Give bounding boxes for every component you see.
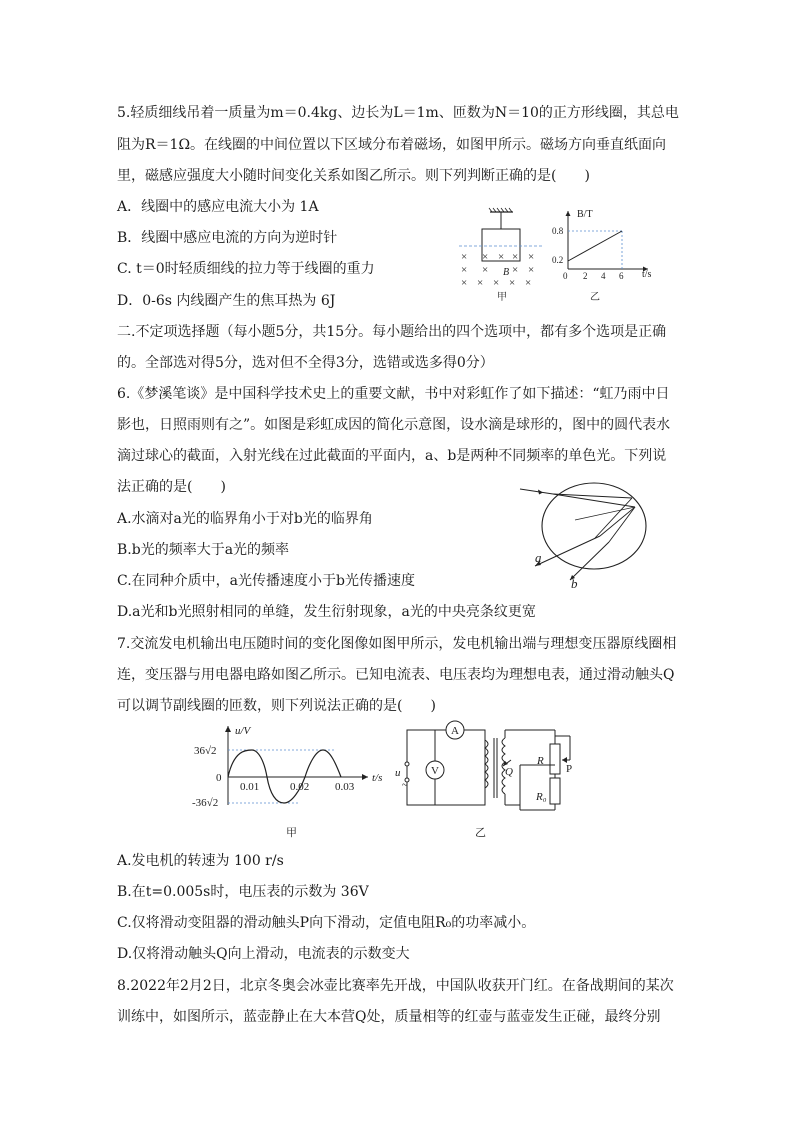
q5-xtick-6: 6 bbox=[619, 271, 624, 281]
source-tilde: ~ bbox=[402, 780, 408, 791]
q8-stem-line-1: 8.2022年2月2日，北京冬奥会冰壶比赛率先开战，中国队收获开门红。在备战期间的某次 bbox=[117, 978, 674, 994]
svg-text:×: × bbox=[461, 264, 468, 276]
q5-figure-yi bbox=[550, 205, 675, 305]
q6-option-d: D.a光和b光照射相同的单缝，发生衍射现象，a光的中央亮条纹更宽 bbox=[117, 604, 536, 620]
section2-line-1: 二.不定项选择题（每小题5分，共15分。每小题给出的四个选项中，都有多个选项是正确 bbox=[117, 324, 667, 340]
q6-option-a: A.水滴对a光的临界角小于对b光的临界角 bbox=[117, 511, 373, 527]
q5-figure-jia bbox=[455, 205, 545, 305]
section2-line-2: 的。全部选对得5分，选对但不全得3分，选错或选多得0分） bbox=[117, 355, 494, 371]
q7-caption-jia: 甲 bbox=[286, 827, 297, 839]
svg-text:×: × bbox=[477, 277, 484, 289]
q5-ylabel: B/T bbox=[577, 209, 593, 220]
q5-caption-jia: 甲 bbox=[497, 292, 507, 303]
q5-option-d: D．0-6s 内线圈产生的焦耳热为 6J bbox=[117, 293, 336, 309]
q7-stem-line-2: 连，变压器与用电器电路如图乙所示。已知电流表、电压表均为理想电表，通过滑动触头Q bbox=[117, 667, 675, 683]
svg-text:×: × bbox=[482, 264, 489, 276]
svg-text:×: × bbox=[493, 277, 500, 289]
svg-text:×: × bbox=[509, 277, 516, 289]
slider-label: P bbox=[566, 763, 573, 775]
q5-ytick-08: 0.8 bbox=[552, 226, 564, 236]
q6-stem-line-4: 法正确的是( ) bbox=[117, 479, 226, 495]
svg-text:×: × bbox=[461, 277, 468, 289]
resistor-label: R bbox=[537, 755, 544, 767]
q7-ytick-bottom: -36√2 bbox=[192, 797, 219, 809]
tap-label: Q bbox=[505, 766, 513, 778]
q6-stem-line-3: 滴过球心的截面，入射光线在过此截面的平面内，a、b是两种不同频率的单色光。下列说 bbox=[117, 448, 667, 464]
q5-b-line bbox=[568, 231, 622, 261]
q6-option-b: B.b光的频率大于a光的频率 bbox=[117, 542, 290, 558]
q6-stem-line-1: 6.《梦溪笔谈》是中国科学技术史上的重要文献，书中对彩虹作了如下描述：“虹乃雨中日 bbox=[117, 386, 670, 402]
q5-stem-line-2: 阻为R＝1Ω。在线圈的中间位置以下区域分布着磁场，如图甲所示。磁场方向垂直纸面向 bbox=[117, 137, 667, 153]
q5-stem-line-3: 里，磁感应强度大小随时间变化关系如图乙所示。则下列判断正确的是( ) bbox=[117, 168, 590, 184]
source-label: u bbox=[395, 767, 401, 779]
q6-label-b: b bbox=[571, 576, 578, 591]
q5-caption-yi: 乙 bbox=[590, 292, 600, 303]
q7-option-c: C.仅将滑动变阻器的滑动触头P向下滑动，定值电阻R₀的功率减小。 bbox=[117, 915, 536, 931]
q7-xtick-003: 0.03 bbox=[335, 781, 355, 793]
q5-field-crosses bbox=[461, 251, 534, 289]
q6-option-c: C.在同种介质中，a光传播速度小于b光传播速度 bbox=[117, 573, 415, 589]
svg-text:×: × bbox=[525, 277, 532, 289]
voltmeter-label: V bbox=[431, 765, 439, 777]
q6-stem-line-2: 影也，日照雨则有之”。如图是彩虹成因的简化示意图，设水滴是球形的，图中的圆代表水 bbox=[117, 417, 671, 433]
q7-stem-line-1: 7.交流发电机输出电压随时间的变化图像如图甲所示，发电机输出端与理想变压器原线圈相 bbox=[117, 636, 677, 652]
q7-figure-jia bbox=[190, 720, 395, 845]
q7-figure-yi bbox=[395, 720, 585, 845]
q6-label-a: a bbox=[535, 550, 542, 565]
q7-xtick-002: 0.02 bbox=[290, 781, 310, 793]
q5-option-c: C. t＝0时轻质细线的拉力等于线圈的重力 bbox=[117, 261, 375, 277]
q7-xtick-001: 0.01 bbox=[240, 781, 260, 793]
q5-option-a: A．线圈中的感应电流大小为 1A bbox=[117, 199, 319, 215]
svg-text:×: × bbox=[482, 251, 489, 263]
q5-option-b: B．线圈中感应电流的方向为逆时针 bbox=[117, 230, 338, 246]
q7-ylabel: u/V bbox=[235, 725, 251, 737]
ammeter-label: A bbox=[451, 725, 459, 737]
q7-ytick-top: 36√2 bbox=[194, 745, 217, 757]
q5-xtick-4: 4 bbox=[601, 271, 606, 281]
q7-caption-yi: 乙 bbox=[475, 827, 486, 839]
q5-field-label: B bbox=[503, 267, 510, 278]
q5-xtick-2: 2 bbox=[583, 271, 588, 281]
q7-option-b: B.在t=0.005s时，电压表的示数为 36V bbox=[117, 884, 369, 900]
q8-stem-line-2: 训练中，如图所示，蓝壶静止在大本营Q处，质量相等的红壶与蓝壶发生正碰，最终分别 bbox=[117, 1009, 661, 1025]
svg-text:×: × bbox=[528, 251, 535, 263]
svg-text:×: × bbox=[461, 251, 468, 263]
q5-ytick-02: 0.2 bbox=[552, 255, 564, 265]
svg-text:×: × bbox=[512, 251, 519, 263]
q7-stem-line-3: 可以调节副线圈的匝数，则下列说法正确的是( ) bbox=[117, 698, 436, 714]
q7-origin: 0 bbox=[216, 772, 222, 784]
q7-xlabel: t/s bbox=[372, 772, 383, 784]
r0-label: R₀ bbox=[536, 791, 547, 803]
q6-droplet-figure bbox=[515, 476, 650, 592]
q5-stem-line-1: 5.轻质细线吊着一质量为m＝0.4kg、边长为L＝1m、匝数为N＝10的正方形线圈，其总电 bbox=[117, 105, 679, 121]
svg-text:×: × bbox=[528, 264, 535, 276]
q7-option-d: D.仅将滑动触头Q向上滑动，电流表的示数变大 bbox=[117, 946, 410, 962]
svg-text:×: × bbox=[498, 251, 505, 263]
svg-text:×: × bbox=[512, 264, 519, 276]
q5-xlabel: t/s bbox=[642, 269, 652, 280]
q7-option-a: A.发电机的转速为 100 r/s bbox=[117, 853, 284, 869]
q5-xtick-0: 0 bbox=[563, 271, 568, 281]
